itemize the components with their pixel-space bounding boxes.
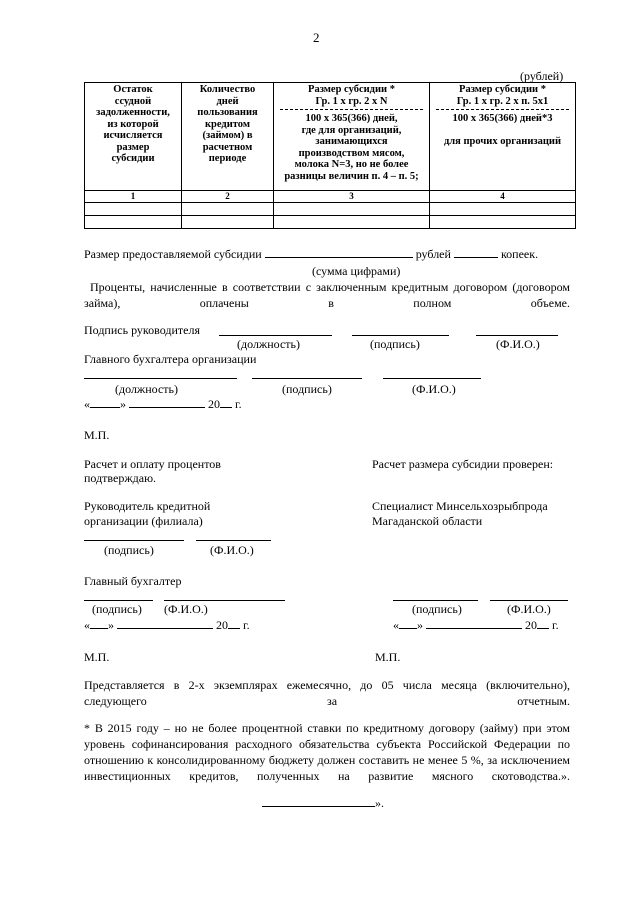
header-line: ссудной: [114, 95, 152, 107]
column-number: 1: [85, 191, 182, 203]
header-line: исчисляется: [103, 130, 163, 141]
month-field[interactable]: [426, 628, 522, 629]
table-cell[interactable]: [430, 216, 576, 229]
interest-paid-text: Проценты, начисленные в соответствии с заключенным кредитным договором (договором займа), оплачены в полном объеме.: [84, 280, 570, 310]
header-line: (займом) в: [202, 130, 253, 141]
signature-caption: (подпись): [412, 602, 462, 616]
quote: «: [84, 618, 90, 632]
accountant-position-field[interactable]: [84, 378, 237, 379]
year-prefix: 20: [208, 397, 220, 411]
bank-head-name-field[interactable]: [196, 540, 271, 541]
closing-line: [262, 796, 384, 811]
day-field[interactable]: [399, 628, 417, 629]
date-line-ministry: [393, 618, 559, 633]
header-col-2: [182, 83, 274, 191]
rubles-label: рублей: [415, 247, 451, 261]
year-field[interactable]: [537, 628, 549, 629]
header-line: 100 х 365(366) дней*3: [452, 113, 553, 124]
closing-blank: [262, 806, 375, 807]
header-line: 100 х 365(366) дней,: [305, 113, 398, 124]
header-line: субсидии: [111, 153, 155, 164]
name-caption: (Ф.И.О.): [164, 602, 208, 616]
signature-caption: (подпись): [282, 382, 332, 396]
stamp-label: М.П.: [84, 428, 110, 442]
fraction-line: [436, 109, 569, 110]
date-line: [84, 397, 242, 412]
header-line: пользования: [197, 107, 258, 118]
quote: «: [393, 618, 399, 632]
stamp-label-ministry: М.П.: [375, 650, 401, 664]
quote: «: [84, 397, 90, 411]
header-line: занимающихся: [315, 136, 388, 147]
signature-caption: (подпись): [104, 543, 154, 557]
header-line: кредитом: [205, 118, 250, 130]
table-cell[interactable]: [182, 216, 274, 229]
sum-in-digits-hint: (сумма цифрами): [312, 264, 401, 278]
year-field[interactable]: [220, 407, 232, 408]
quote: »: [417, 618, 423, 632]
header-line: производством мясом,: [298, 147, 405, 159]
table-row: [85, 203, 576, 216]
header-col-1: [85, 83, 182, 191]
day-field[interactable]: [90, 628, 108, 629]
bank-confirmation: Расчет и оплату процентов подтверждаю.: [84, 457, 221, 485]
subsidy-kopecks-field[interactable]: [454, 257, 498, 258]
table-cell[interactable]: [85, 203, 182, 216]
header-col-3: [274, 83, 430, 191]
column-number: 2: [182, 191, 274, 203]
position-caption: (должность): [115, 382, 178, 396]
header-line: где для организаций,: [301, 124, 402, 136]
year-field[interactable]: [228, 628, 240, 629]
table-cell[interactable]: [274, 203, 430, 216]
header-line: дней: [216, 95, 239, 107]
bank-head-signature-field[interactable]: [84, 540, 184, 541]
header-line: расчетном: [202, 141, 253, 153]
name-caption: (Ф.И.О.): [507, 602, 551, 616]
table-cell[interactable]: [85, 216, 182, 229]
header-line: Гр. 1 х гр. 2 х N: [315, 95, 388, 107]
bank-accountant-name-field[interactable]: [164, 600, 285, 601]
head-position-field[interactable]: [219, 335, 332, 336]
header-line: Гр. 1 х гр. 2 х п. 5х1: [456, 95, 549, 107]
signature-caption: (подпись): [92, 602, 142, 616]
head-signature-label: Подпись руководителя: [84, 323, 200, 337]
table-row: [85, 216, 576, 229]
subsidy-table: [84, 82, 576, 229]
year-suffix: г.: [552, 618, 559, 632]
chief-accountant-label: Главного бухгалтера организации: [84, 352, 257, 366]
date-line-bank: [84, 618, 250, 633]
quote: »: [120, 397, 126, 411]
header-line: Размер субсидии *: [308, 84, 395, 95]
header-line: размер: [116, 141, 150, 153]
fraction-line: [280, 109, 423, 110]
accountant-name-field[interactable]: [383, 378, 481, 379]
head-name-field[interactable]: [476, 335, 558, 336]
table-cell[interactable]: [182, 203, 274, 216]
header-line: периоде: [208, 153, 247, 164]
quote: »: [108, 618, 114, 632]
month-field[interactable]: [129, 407, 205, 408]
name-caption: (Ф.И.О.): [496, 337, 540, 351]
accountant-signature-field[interactable]: [252, 378, 362, 379]
year-suffix: г.: [243, 618, 250, 632]
header-line: Остаток: [113, 84, 153, 95]
specialist-name-field[interactable]: [490, 600, 568, 601]
kopecks-label: копеек.: [500, 247, 539, 261]
header-line: молока N=3, но не более: [294, 159, 409, 170]
stamp-label-bank: М.П.: [84, 650, 110, 664]
header-line: задолженности,: [96, 107, 170, 118]
ministry-specialist-label: Специалист Минсельхозрыбпрода Магаданской области: [372, 499, 548, 528]
subsidy-rubles-field[interactable]: [265, 257, 413, 258]
column-number: 4: [430, 191, 576, 203]
column-number: 3: [274, 191, 430, 203]
header-line: разницы величин п. 4 – п. 5;: [284, 170, 419, 182]
subsidy-amount-line: [84, 247, 538, 262]
closing-quote: ».: [375, 796, 384, 810]
month-field[interactable]: [117, 628, 213, 629]
table-cell[interactable]: [430, 203, 576, 216]
day-field[interactable]: [90, 407, 120, 408]
header-line: Размер субсидии *: [459, 84, 546, 95]
check-confirmation: Расчет размера субсидии проверен:: [372, 457, 554, 471]
subsidy-amount-label: Размер предоставляемой субсидии: [84, 247, 262, 261]
footnote: * В 2015 году – но не более процентной ставки по кредитному договору (займу) при этом уровень софинансирования расходного обязательства субъекта Российской Федерации по отношению к консолидированному бюджету должен составить не менее 5 %, за исключением инвестиционных кредитов, полученных на развитие мясного скотоводства.».: [84, 721, 570, 783]
signature-caption: (подпись): [370, 337, 420, 351]
submission-note: Представляется в 2-х экземплярах ежемесячно, до 05 числа месяца (включительно), следующего за отчетным.: [84, 678, 570, 708]
year-suffix: г.: [235, 397, 242, 411]
bank-accountant-signature-field[interactable]: [84, 600, 153, 601]
column-number-row: [85, 191, 576, 203]
page-number: 2: [313, 30, 320, 45]
position-caption: (должность): [237, 337, 300, 351]
bank-chief-accountant-label: Главный бухгалтер: [84, 574, 182, 588]
name-caption: (Ф.И.О.): [412, 382, 456, 396]
header-line: из которой: [107, 118, 159, 130]
header-line: [430, 125, 575, 136]
units-label: (рублей): [520, 69, 564, 83]
year-prefix: 20: [525, 618, 537, 632]
header-line: для прочих организаций: [443, 135, 562, 147]
table-cell[interactable]: [274, 216, 430, 229]
name-caption: (Ф.И.О.): [210, 543, 254, 557]
header-line: Количество: [199, 84, 256, 95]
header-col-4: [430, 83, 576, 191]
year-prefix: 20: [216, 618, 228, 632]
bank-head-label: Руководитель кредитной организации (филиала): [84, 499, 211, 528]
head-signature-field[interactable]: [352, 335, 449, 336]
specialist-signature-field[interactable]: [393, 600, 478, 601]
